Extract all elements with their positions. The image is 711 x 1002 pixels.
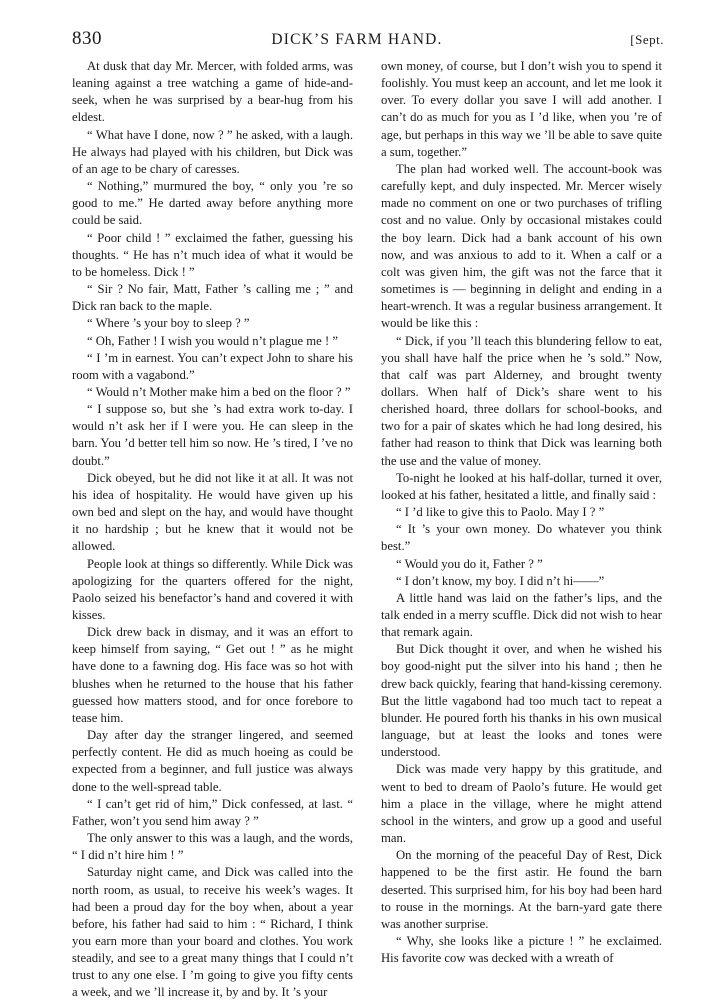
running-header [72,28,664,54]
paragraph: Day after day the stranger lingered, and seemed perfectly content. He did as much hoeing as could be expected from a beginner, and full justice was always done to the well-spread table. [72,728,353,794]
paragraph-continued: own money, of course, but I don’t wish you to spend it foolishly. You must keep an account, and let me look it over. To every dollar you save I will add another. I can’t do as much for you as I ’d like, when you ’re of age, but perhaps in this way we ’ll be able to save quite a sum, together.” [381,59,662,159]
paragraph: “ I ’m in earnest. You can’t expect John to share his room with a vagabond.” [72,350,353,382]
paragraph: “ Nothing,” murmured the boy, “ only you ’re so good to me.” He darted away before anything more could be said. [72,179,353,228]
paragraph: Saturday night came, and Dick was called into the north room, as usual, to receive his week’s wages. It had been a proud day for the boy when, about a year before, his father had said to him : “ Richard, I think you earn more than your board and clothes. You work steadily, and see to a great many things that I could n’t trust to any one else. I ’m going to give you fifty cents a week, and we ’ll increase it, by and by. It ’s your [72,865,353,1000]
paragraph: A little hand was laid on the father’s lips, and the talk ended in a merry scuffle. Dick did not wish to hear that remark again. [381,590,662,640]
paragraph: “ It ’s your own money. Do whatever you think best.” [381,522,662,554]
paragraph: “ Oh, Father ! I wish you would n’t plague me ! ” [87,333,338,348]
paragraph: On the morning of the peaceful Day of Rest, Dick happened to be the first astir. He found the barn deserted. This surprised him, for his boy had been hard to rouse in the mornings. At the barn-yard gate there was another surprise. [381,848,662,931]
left-column [72,58,353,1002]
paragraph: At dusk that day Mr. Mercer, with folded arms, was leaning against a tree watching a game of hide-and-seek, when he was surprised by a bear-hug from his eldest. [72,59,353,125]
paragraph: “ Where ’s your boy to sleep ? ” [87,316,250,331]
paragraph: The plan had worked well. The account-book was carefully kept, and duly inspected. Mr. Mercer wisely made no comment on one or two purchases of trifling cost and no value. Only by occasional mistakes could the boy learn. Dick had a bank account of his own now, and was anxious to add to it. When a calf or a colt was given him, the gift was not the farce that it sometimes is — beginning in delight and ending in a heart-wrench. It was a regular business arrangement. It would be like this : [381,161,662,331]
running-month: [Sept. [630,32,664,47]
paragraph: “ What have I done, now ? ” he asked, with a laugh. He always had played with his children, but Dick was of an age to be chary of caresses. [72,127,353,176]
paragraph: “ I can’t get rid of him,” Dick confessed, at last. “ Father, won’t you send him away ? ” [72,796,353,828]
paragraph: To-night he looked at his half-dollar, turned it over, looked at his father, hesitated a little, and finally said : [381,470,662,502]
paragraph: “ I ’d like to give this to Paolo. May I ? ” [396,505,605,520]
paragraph: People look at things so differently. While Dick was apologizing for the quarters offered for the night, Paolo seized his benefactor’s hand and covered it with kisses. [72,556,353,622]
paragraph: Dick drew back in dismay, and it was an effort to keep himself from saying, “ Get out ! ” as he might have done to a fawning dog. His face was so hot with blushes when he returned to the house that his father guessed how matters stood, and for once forebore to tease him. [72,625,353,725]
running-title: DICK’S FARM HAND. [271,31,443,48]
page-number: 830 [72,28,102,49]
paragraph: “ Sir ? No fair, Matt, Father ’s calling me ; ” and Dick ran back to the maple. [72,282,353,314]
paragraph: But Dick thought it over, and when he wished his boy good-night put the silver into his hand ; then he drew back quickly, fearing that hand-kissing ceremony. But the little vagabond had too much tact to repeat a blunder. He poured forth his thanks in his own musical language, but at least the looks and tones were understood. [381,642,662,760]
paragraph: “ Poor child ! ” exclaimed the father, guessing his thoughts. “ He has n’t much idea of what it would be to be homeless. Dick ! ” [72,230,353,279]
paragraph: “ Would n’t Mother make him a bed on the floor ? ” [87,384,351,399]
paragraph: The only answer to this was a laugh, and the words, “ I did n’t hire him ! ” [72,831,353,863]
paragraph: Dick was made very happy by this gratitude, and went to bed to dream of Paolo’s future. He would get him a place in the village, where he might attend school in the winters, and grow up a good and useful man. [381,762,662,846]
paragraph: “ I don’t know, my boy. I did n’t hi——” [396,573,605,588]
right-column [381,58,662,967]
paragraph: “ Dick, if you ’ll teach this blundering fellow to eat, you shall have half the price when he ’s sold.” Now, that calf was part Alderney, and brought twenty dollars. When half of Dick’s share went to his cherished hoard, three dollars for school-books, and two for a pair of skates which he had long desired, his father had reason to think that Dick was learning both the use and the value of money. [381,333,662,468]
paragraph: “ Why, she looks like a picture ! ” he exclaimed. His favorite cow was decked with a wreath of [381,933,662,966]
paragraph: Dick obeyed, but he did not like it at all. It was not his idea of hospitality. He would have given up his own bed and slept on the hay, and would have thought it no hardship ; but he knew that it would not be allowed. [72,470,353,554]
paragraph: “ I suppose so, but she ’s had extra work to-day. I would n’t ask her if I were you. He can sleep in the barn. You ’d better tell him so now. He ’s tired, I ’ve no doubt.” [72,402,353,468]
paragraph: “ Would you do it, Father ? ” [396,556,543,571]
